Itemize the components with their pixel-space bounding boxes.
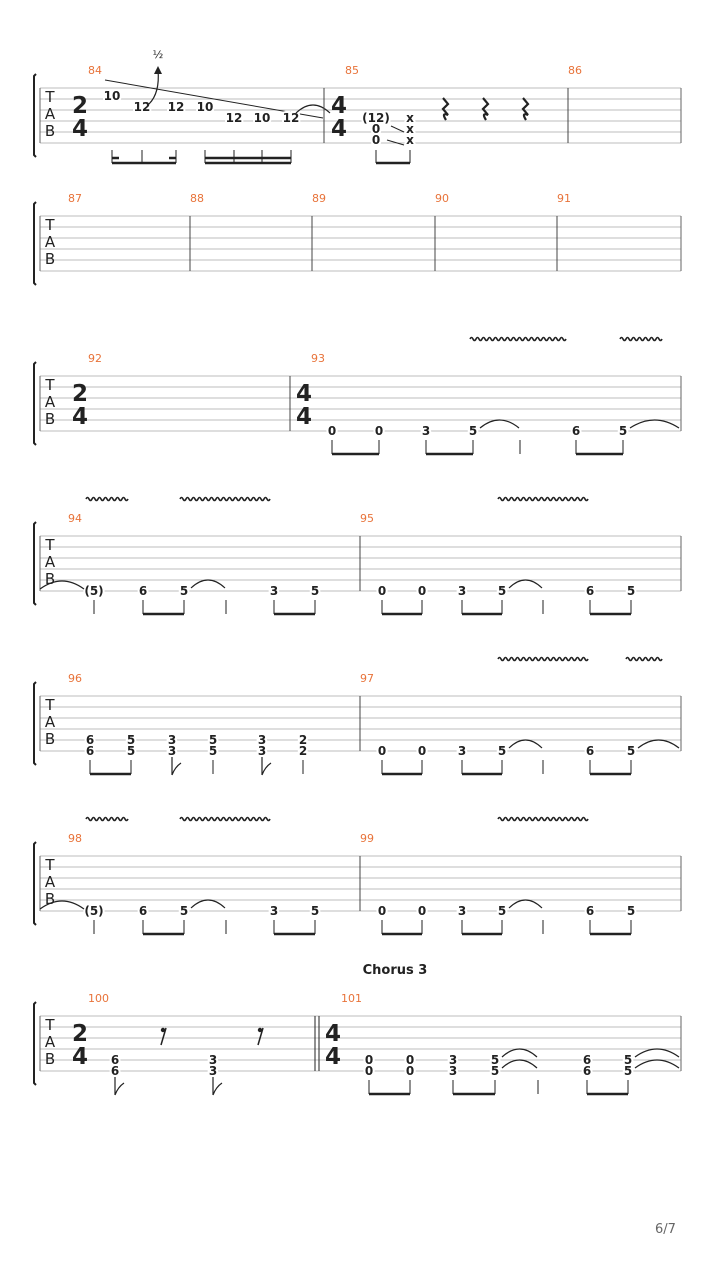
fret-number: 3 bbox=[448, 1064, 458, 1078]
fret-number: (5) bbox=[84, 904, 104, 918]
tab-clef-letter: B bbox=[44, 1050, 56, 1068]
vibrato-mark bbox=[498, 818, 588, 821]
fret-number: 0 bbox=[364, 1064, 374, 1078]
fret-number: 10 bbox=[196, 100, 214, 114]
measure-number: 101 bbox=[341, 992, 362, 1005]
fret-number: (12) bbox=[362, 111, 390, 125]
tie-arc bbox=[191, 900, 225, 908]
tab-clef-letter: B bbox=[44, 730, 56, 748]
time-signature: 4 bbox=[330, 93, 348, 119]
note-flag bbox=[115, 1077, 124, 1095]
fret-number: 6 bbox=[138, 904, 148, 918]
eighth-rest-dot bbox=[258, 1028, 262, 1032]
fret-number: 3 bbox=[457, 744, 467, 758]
fret-number: 3 bbox=[269, 904, 279, 918]
note-flag bbox=[262, 757, 271, 775]
time-signature: 4 bbox=[330, 116, 348, 142]
fret-number: 3 bbox=[457, 904, 467, 918]
time-signature: 2 bbox=[71, 381, 89, 407]
staff-bracket bbox=[34, 682, 36, 765]
tie-arc bbox=[191, 580, 225, 588]
staff-bracket bbox=[34, 202, 36, 285]
fret-number: 6 bbox=[571, 424, 581, 438]
fret-number: 5 bbox=[179, 904, 189, 918]
fret-number: 5 bbox=[618, 424, 628, 438]
tie-arc bbox=[635, 1060, 679, 1068]
fret-number: 5 bbox=[497, 584, 507, 598]
measure-number: 94 bbox=[68, 512, 82, 525]
tab-clef-letter: T bbox=[45, 216, 55, 234]
time-signature: 4 bbox=[71, 404, 89, 430]
fret-number: 6 bbox=[585, 744, 595, 758]
fret-number: 5 bbox=[126, 744, 136, 758]
fret-number: 0 bbox=[417, 744, 427, 758]
fret-number: 5 bbox=[468, 424, 478, 438]
time-signature: 4 bbox=[324, 1044, 342, 1070]
tie-arc bbox=[635, 1049, 679, 1057]
tab-clef-letter: A bbox=[44, 233, 56, 251]
fret-number: 5 bbox=[623, 1064, 633, 1078]
measure-number: 88 bbox=[190, 192, 204, 205]
fret-number: 3 bbox=[457, 584, 467, 598]
measure-number: 100 bbox=[88, 992, 109, 1005]
bend-arrowhead bbox=[154, 66, 162, 74]
measure-number: 87 bbox=[68, 192, 82, 205]
vibrato-mark bbox=[498, 658, 588, 661]
time-signature: 4 bbox=[324, 1021, 342, 1047]
tab-clef-letter: T bbox=[45, 376, 55, 394]
fret-number: 6 bbox=[585, 904, 595, 918]
tab-clef-letter: T bbox=[45, 88, 55, 106]
measure-number: 95 bbox=[360, 512, 374, 525]
vibrato-mark bbox=[180, 498, 270, 501]
page-number: 6/7 bbox=[655, 1222, 676, 1237]
fret-number: 5 bbox=[626, 584, 636, 598]
fret-number: 5 bbox=[179, 584, 189, 598]
tab-clef-letter: T bbox=[45, 696, 55, 714]
quarter-rest bbox=[483, 98, 488, 120]
fret-number: 10 bbox=[103, 89, 121, 103]
measure-number: 99 bbox=[360, 832, 374, 845]
fret-number: 3 bbox=[257, 744, 267, 758]
fret-number: 10 bbox=[253, 111, 271, 125]
fret-number: 5 bbox=[208, 733, 218, 747]
fret-number: 6 bbox=[585, 584, 595, 598]
tie-arc bbox=[638, 740, 679, 748]
vibrato-mark bbox=[86, 818, 128, 821]
tie-arc bbox=[509, 900, 542, 908]
fret-number: 0 bbox=[377, 904, 387, 918]
fret-number: 3 bbox=[208, 1053, 218, 1067]
fret-number: 0 bbox=[371, 122, 381, 136]
fret-number: 3 bbox=[167, 744, 177, 758]
time-signature: 4 bbox=[71, 116, 89, 142]
fret-number: (5) bbox=[84, 584, 104, 598]
tab-clef-letter: B bbox=[44, 122, 56, 140]
fret-number: 5 bbox=[497, 904, 507, 918]
time-signature: 2 bbox=[71, 93, 89, 119]
fret-number: 0 bbox=[374, 424, 384, 438]
vibrato-mark bbox=[470, 338, 566, 341]
muted-note: x bbox=[406, 133, 414, 147]
tab-clef-letter: B bbox=[44, 250, 56, 268]
fret-number: 6 bbox=[85, 733, 95, 747]
fret-number: 0 bbox=[327, 424, 337, 438]
fret-number: 0 bbox=[377, 744, 387, 758]
staff-bracket bbox=[34, 522, 36, 605]
fret-number: 3 bbox=[269, 584, 279, 598]
measure-number: 90 bbox=[435, 192, 449, 205]
measure-number: 89 bbox=[312, 192, 326, 205]
fret-number: 5 bbox=[490, 1064, 500, 1078]
fret-number: 12 bbox=[167, 100, 185, 114]
fret-number: 6 bbox=[110, 1053, 120, 1067]
tab-clef-letter: A bbox=[44, 1033, 56, 1051]
tie-arc bbox=[630, 420, 679, 428]
measure-number: 96 bbox=[68, 672, 82, 685]
fret-number: 3 bbox=[257, 733, 267, 747]
fret-number: 0 bbox=[364, 1053, 374, 1067]
measure-number: 97 bbox=[360, 672, 374, 685]
tab-clef-letter: A bbox=[44, 393, 56, 411]
fret-number: 0 bbox=[377, 584, 387, 598]
tab-clef-letter: B bbox=[44, 570, 56, 588]
tie-arc bbox=[509, 580, 542, 588]
fret-number: 12 bbox=[282, 111, 300, 125]
fret-number: 5 bbox=[310, 584, 320, 598]
fret-number: 6 bbox=[138, 584, 148, 598]
muted-note: x bbox=[406, 122, 414, 136]
tie-arc bbox=[502, 1060, 537, 1068]
fret-number: 2 bbox=[298, 744, 308, 758]
bend-amount: ½ bbox=[152, 48, 164, 61]
section-label: Chorus 3 bbox=[362, 963, 428, 978]
vibrato-mark bbox=[626, 658, 662, 661]
tab-clef-letter: T bbox=[45, 1016, 55, 1034]
quarter-rest bbox=[523, 98, 528, 120]
tab-clef-letter: B bbox=[44, 410, 56, 428]
tab-clef-letter: A bbox=[44, 105, 56, 123]
staff-bracket bbox=[34, 1002, 36, 1085]
note-flag bbox=[213, 1077, 222, 1095]
measure-number: 85 bbox=[345, 64, 359, 77]
tab-clef-letter: A bbox=[44, 873, 56, 891]
measure-number: 84 bbox=[88, 64, 102, 77]
fret-number: 0 bbox=[417, 904, 427, 918]
vibrato-mark bbox=[180, 818, 270, 821]
fret-number: 3 bbox=[167, 733, 177, 747]
fret-number: 6 bbox=[110, 1064, 120, 1078]
fret-number: 0 bbox=[417, 584, 427, 598]
fret-number: 6 bbox=[85, 744, 95, 758]
measure-number: 93 bbox=[311, 352, 325, 365]
time-signature: 4 bbox=[295, 404, 313, 430]
fret-number: 0 bbox=[371, 133, 381, 147]
vibrato-mark bbox=[620, 338, 662, 341]
fret-number: 5 bbox=[126, 733, 136, 747]
measure-number: 92 bbox=[88, 352, 102, 365]
tie-arc bbox=[502, 1049, 537, 1057]
tab-clef-letter: B bbox=[44, 890, 56, 908]
fret-number: 5 bbox=[497, 744, 507, 758]
fret-number: 12 bbox=[133, 100, 151, 114]
measure-number: 86 bbox=[568, 64, 582, 77]
tab-clef-letter: A bbox=[44, 553, 56, 571]
fret-number: 5 bbox=[626, 744, 636, 758]
tie-arc bbox=[480, 420, 519, 428]
fret-number: 0 bbox=[405, 1064, 415, 1078]
vibrato-mark bbox=[498, 498, 588, 501]
time-signature: 2 bbox=[71, 1021, 89, 1047]
tab-clef-letter: A bbox=[44, 713, 56, 731]
measure-number: 98 bbox=[68, 832, 82, 845]
fret-number: 3 bbox=[421, 424, 431, 438]
eighth-rest-dot bbox=[161, 1028, 165, 1032]
fret-number: 12 bbox=[225, 111, 243, 125]
time-signature: 4 bbox=[295, 381, 313, 407]
staff-bracket bbox=[34, 842, 36, 925]
fret-number: 3 bbox=[448, 1053, 458, 1067]
quarter-rest bbox=[443, 98, 448, 120]
tab-clef-letter: T bbox=[45, 856, 55, 874]
fret-number: 5 bbox=[208, 744, 218, 758]
fret-number: 5 bbox=[626, 904, 636, 918]
fret-number: 5 bbox=[623, 1053, 633, 1067]
time-signature: 4 bbox=[71, 1044, 89, 1070]
fret-number: 2 bbox=[298, 733, 308, 747]
fret-number: 5 bbox=[490, 1053, 500, 1067]
staff-bracket bbox=[34, 74, 36, 157]
fret-number: 6 bbox=[582, 1053, 592, 1067]
slide-line bbox=[391, 126, 404, 132]
vibrato-mark bbox=[86, 498, 128, 501]
tab-clef-letter: T bbox=[45, 536, 55, 554]
fret-number: 0 bbox=[405, 1053, 415, 1067]
fret-number: 6 bbox=[582, 1064, 592, 1078]
tie-arc bbox=[509, 740, 542, 748]
measure-number: 91 bbox=[557, 192, 571, 205]
note-flag bbox=[172, 757, 181, 775]
fret-number: 3 bbox=[208, 1064, 218, 1078]
fret-number: 5 bbox=[310, 904, 320, 918]
muted-note: x bbox=[406, 111, 414, 125]
tie-arc bbox=[296, 105, 330, 113]
staff-bracket bbox=[34, 362, 36, 445]
